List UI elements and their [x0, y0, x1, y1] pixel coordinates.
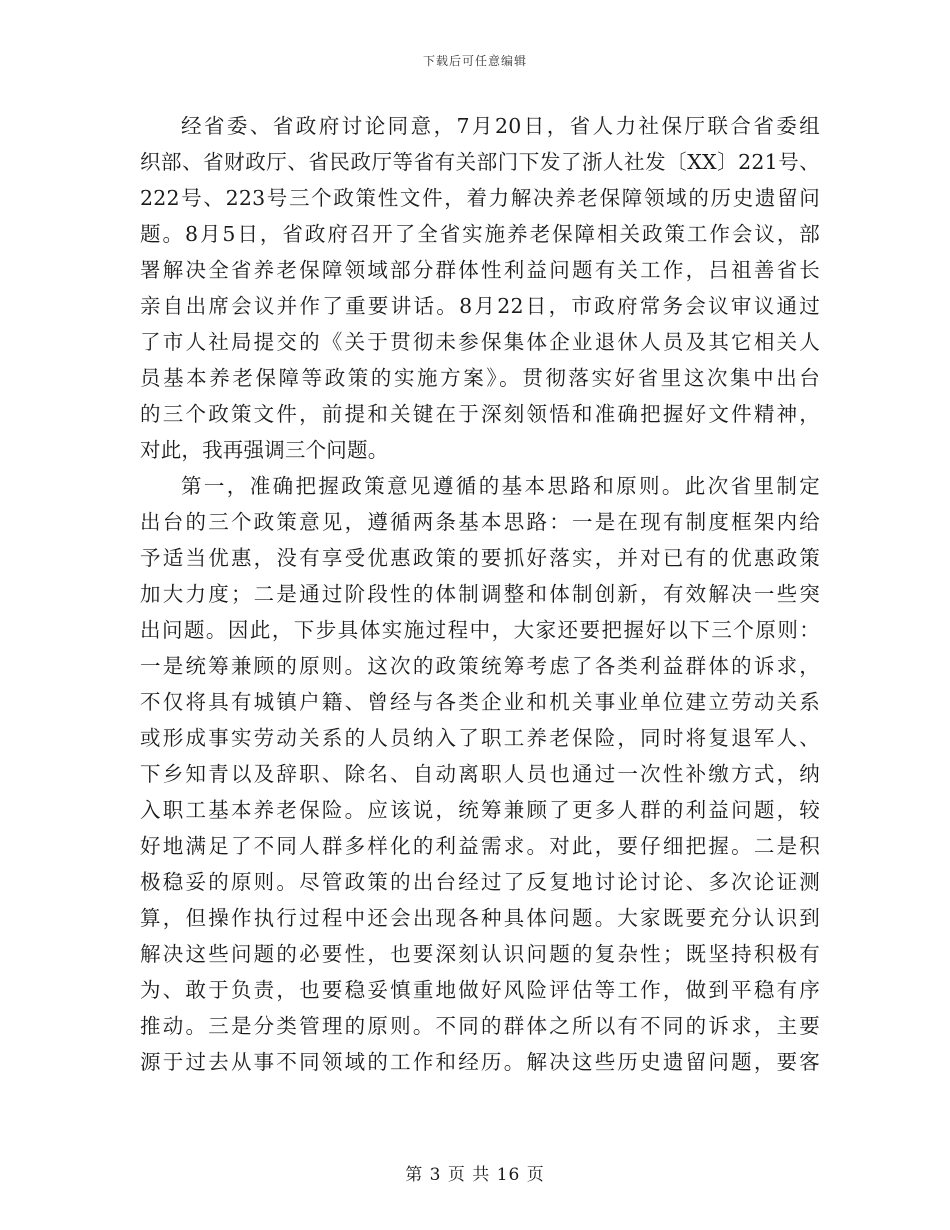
text-line: 解决这些问题的必要性，也要深刻认识问题的复杂性；既坚持积极有 [140, 942, 820, 966]
text-line: 加大力度；二是通过阶段性的体制调整和体制创新，有效解决一些突 [140, 582, 820, 606]
page-footer: 第 3 页 共 16 页 [405, 1165, 545, 1185]
text-line: 为、敢于负责，也要稳妥慎重地做好风险评估等工作，做到平稳有序 [140, 978, 820, 1002]
text-line: 极稳妥的原则。尽管政策的出台经过了反复地讨论讨论、多次论证测 [140, 870, 820, 894]
text-line: 了市人社局提交的《关于贯彻未参保集体企业退休人员及其它相关人 [140, 330, 820, 354]
text-line: 经省委、省政府讨论同意，7月20日，省人力社保厅联合省委组 [181, 114, 820, 138]
text-line: 或形成事实劳动关系的人员纳入了职工养老保险，同时将复退军人、 [140, 726, 820, 750]
text-line: 第一，准确把握政策意见遵循的基本思路和原则。此次省里制定 [181, 474, 820, 498]
text-line: 不仅将具有城镇户籍、曾经与各类企业和机关事业单位建立劳动关系 [140, 690, 820, 714]
text-line: 织部、省财政厅、省民政厅等省有关部门下发了浙人社发〔XX〕221号、 [140, 150, 820, 174]
text-line: 员基本养老保障等政策的实施方案》。贯彻落实好省里这次集中出台 [140, 366, 820, 390]
text-line: 出台的三个政策意见，遵循两条基本思路：一是在现有制度框架内给 [140, 510, 820, 534]
document-body [140, 108, 820, 1080]
text-line: 出问题。因此，下步具体实施过程中，大家还要把握好以下三个原则： [140, 618, 820, 642]
text-line: 推动。三是分类管理的原则。不同的群体之所以有不同的诉求，主要 [140, 1014, 820, 1038]
text-line: 好地满足了不同人群多样化的利益需求。对此，要仔细把握。二是积 [140, 834, 820, 858]
text-line: 题。8月5日，省政府召开了全省实施养老保障相关政策工作会议，部 [140, 222, 820, 246]
text-line: 一是统筹兼顾的原则。这次的政策统筹考虑了各类利益群体的诉求， [140, 654, 820, 678]
text-line: 的三个政策文件，前提和关键在于深刻领悟和准确把握好文件精神， [140, 402, 820, 426]
text-line: 算，但操作执行过程中还会出现各种具体问题。大家既要充分认识到 [140, 906, 820, 930]
page-header: 下载后可任意编辑 [422, 54, 527, 68]
paragraph-2 [140, 468, 820, 1080]
text-line: 亲自出席会议并作了重要讲话。8月22日，市政府常务会议审议通过 [140, 294, 820, 318]
text-line: 下乡知青以及辞职、除名、自动离职人员也通过一次性补缴方式，纳 [140, 762, 820, 786]
text-line: 入职工基本养老保险。应该说，统筹兼顾了更多人群的利益问题，较 [140, 798, 820, 822]
text-line: 对此，我再强调三个问题。 [140, 438, 389, 462]
text-line: 予适当优惠，没有享受优惠政策的要抓好落实，并对已有的优惠政策 [140, 546, 820, 570]
text-line: 222号、223号三个政策性文件，着力解决养老保障领域的历史遗留问 [140, 186, 820, 210]
text-line: 源于过去从事不同领域的工作和经历。解决这些历史遗留问题，要客 [140, 1050, 820, 1074]
paragraph-1 [140, 108, 820, 468]
text-line: 署解决全省养老保障领域部分群体性利益问题有关工作，吕祖善省长 [140, 258, 820, 282]
